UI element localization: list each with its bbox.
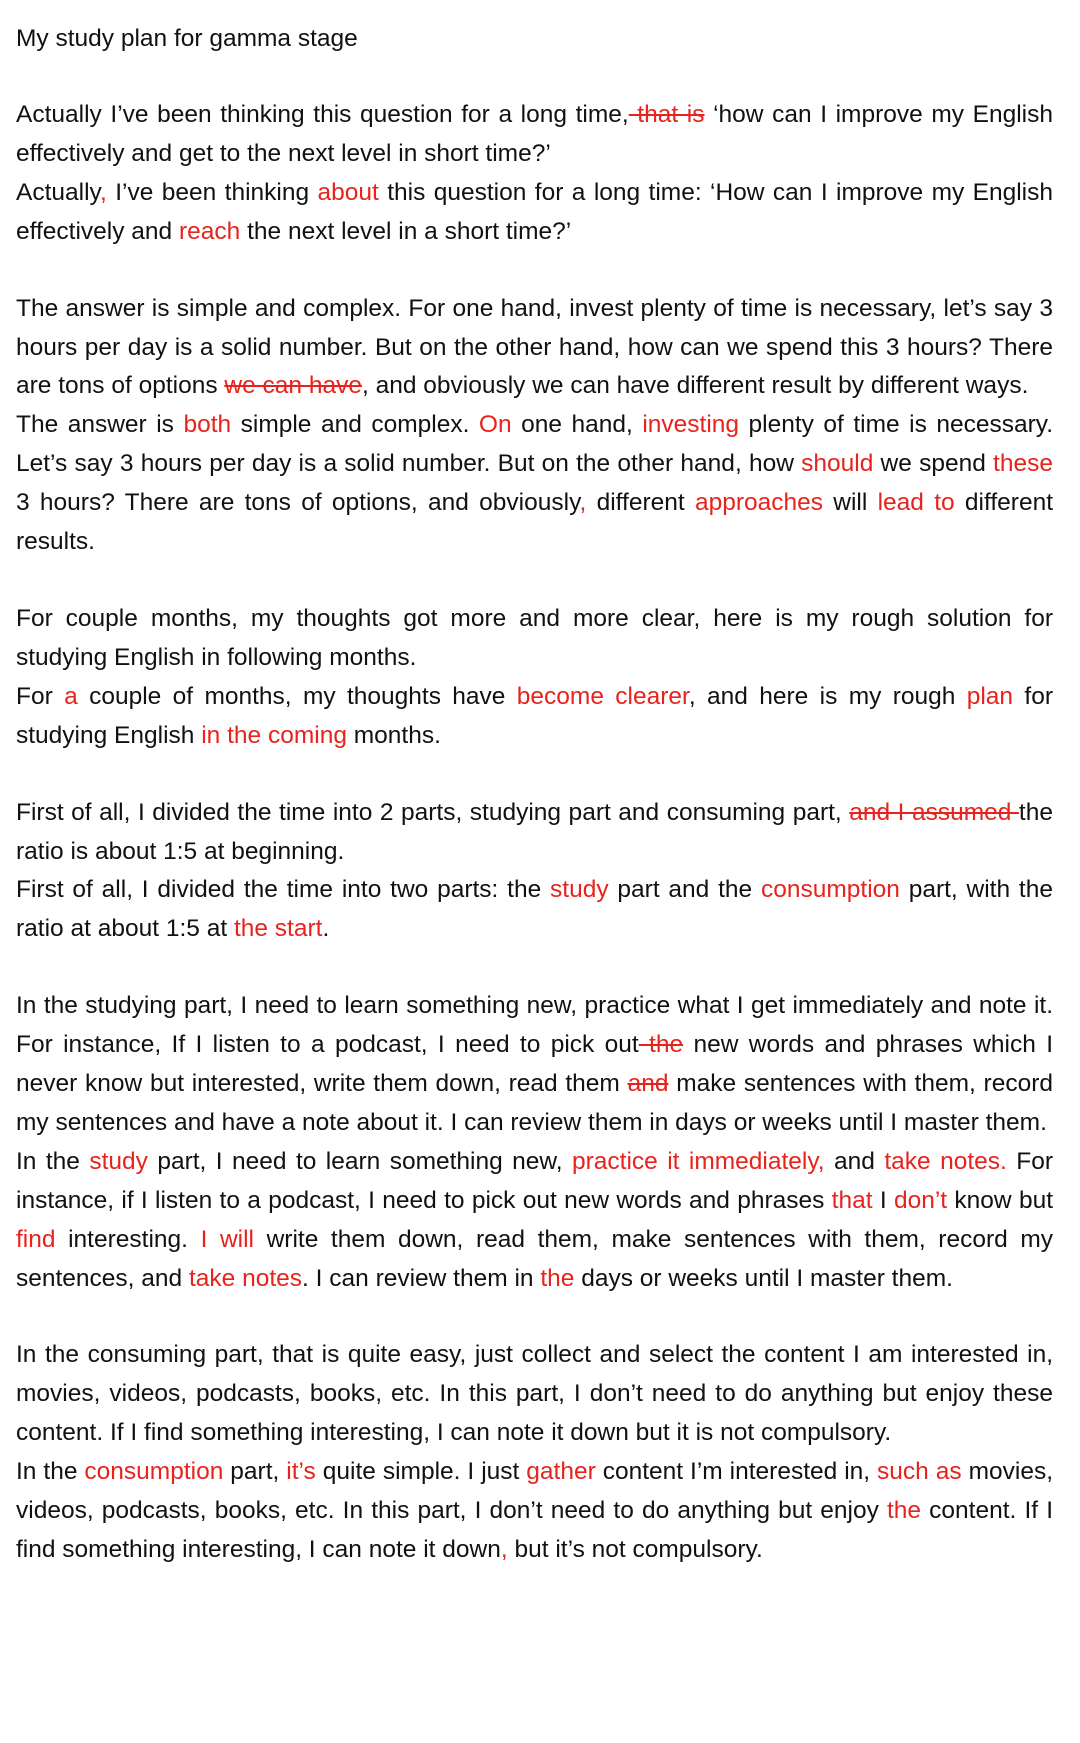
original-paragraph: [16, 987, 1053, 1143]
inserted-text: find: [16, 1225, 56, 1253]
inserted-text: consumption: [760, 876, 900, 904]
text-segment: new words and phrases which I never know but interested, write them down, read them: [16, 1031, 1053, 1098]
inserted-text: ,: [500, 1536, 508, 1563]
text-segment: the ratio is about 1:5 at beginning.: [16, 798, 1053, 865]
text-segment: one hand,: [511, 411, 643, 439]
inserted-text: consumption: [84, 1458, 224, 1486]
revised-paragraph: [16, 871, 1053, 949]
text-segment: For instance, if I listen to a podcast, I need to pick out new words and phrases: [16, 1147, 1053, 1214]
text-segment: part,: [223, 1458, 287, 1486]
text-segment: I: [872, 1186, 894, 1214]
inserted-text: that: [831, 1186, 873, 1214]
inserted-text: I will: [200, 1225, 254, 1253]
text-segment: for studying English: [16, 682, 1053, 749]
original-paragraph: [16, 794, 1053, 872]
deleted-text: we can have: [224, 372, 362, 400]
text-segment: In the studying part, I need to learn something new, practice what I get immediately and note it. For instance, If I listen to a podcast, I need to pick out: [16, 992, 1053, 1059]
revised-paragraph: [16, 1143, 1053, 1299]
deleted-text: the: [638, 1031, 684, 1059]
inserted-text: become clearer: [516, 682, 689, 710]
text-segment: but it’s not compulsory.: [507, 1536, 763, 1563]
revised-paragraph: [16, 1453, 1053, 1570]
document-title: My study plan for gamma stage: [16, 25, 358, 52]
inserted-text: in the coming: [201, 721, 347, 749]
text-segment: part, with the ratio at about 1:5 at: [16, 876, 1053, 943]
text-segment: quite simple. I just: [315, 1458, 527, 1486]
paragraph-pair: [16, 600, 1053, 756]
inserted-text: the: [540, 1264, 575, 1292]
inserted-text: about: [317, 178, 379, 206]
inserted-text: investing: [642, 411, 740, 439]
text-segment: movies, videos, podcasts, books, etc. In this part, I don’t need to do anything but enjoy: [16, 1458, 1054, 1525]
text-segment: write them down, read them, make sentences with them, record my sentences, and: [16, 1225, 1053, 1292]
text-segment: The answer is simple and complex. For one hand, invest plenty of time is necessary, let’s say 3 hours per day is a solid number. But on the other hand, how can we spend this 3 hours? There are tons of options: [16, 294, 1053, 400]
inserted-text: the: [886, 1497, 922, 1525]
paragraph-pair: [16, 987, 1053, 1298]
inserted-text: study: [89, 1147, 148, 1175]
inserted-text: don’t: [893, 1186, 948, 1214]
text-segment: this question for a long time: ‘How can I improve my English effectively and: [16, 178, 1053, 245]
text-segment: 3 hours? There are tons of options, and obviously: [16, 489, 580, 517]
text-segment: interesting.: [55, 1225, 201, 1253]
text-segment: days or weeks until I master them.: [574, 1264, 953, 1292]
text-segment: content I’m interested in,: [595, 1458, 878, 1486]
deleted-text: that is: [628, 101, 705, 128]
deleted-text: and: [627, 1070, 669, 1098]
text-segment: know but: [947, 1186, 1053, 1214]
revised-paragraph: [16, 174, 1053, 252]
text-segment: In the: [16, 1458, 85, 1486]
text-segment: For: [16, 682, 65, 710]
text-segment: First of all, I divided the time into 2 parts, studying part and consuming part,: [16, 798, 850, 826]
inserted-text: ,: [99, 178, 107, 206]
text-segment: I’ve been thinking: [106, 178, 318, 206]
text-segment: and: [824, 1147, 885, 1175]
inserted-text: the start: [233, 915, 323, 943]
text-segment: months.: [346, 721, 441, 749]
text-segment: plenty of time is necessary. Let’s say 3 hours per day is a solid number. But on the other hand, how: [16, 411, 1054, 478]
text-segment: . I can review them in: [302, 1264, 541, 1292]
text-segment: couple of months, my thoughts have: [77, 682, 517, 710]
text-segment: ‘how can I improve my English effectively and get to the next level in short time?’: [16, 101, 1053, 167]
inserted-text: both: [183, 411, 232, 439]
paragraph-pair: [16, 794, 1053, 950]
text-segment: part and the: [608, 876, 761, 904]
revised-paragraph: [16, 678, 1053, 756]
inserted-text: reach: [178, 217, 241, 245]
text-segment: simple and complex.: [231, 411, 479, 439]
inserted-text: approaches: [694, 489, 824, 517]
text-segment: make sentences with them, record my sentences and have a note about it. I can review them in days or weeks until I master them.: [16, 1070, 1053, 1136]
paragraph-pair: [16, 96, 1053, 252]
inserted-text: it’s: [286, 1458, 316, 1486]
text-segment: , and here is my rough: [688, 682, 967, 710]
text-segment: .: [322, 915, 330, 943]
paragraph-pair: [16, 290, 1053, 562]
text-segment: In the consuming part, that is quite easy, just collect and select the content I am interested in, movies, videos, podcasts, books, etc. In this part, I don’t need to do anything but enjoy these content. If I find something interesting, I can note it down but it is not compulsory.: [16, 1341, 1053, 1447]
inserted-text: study: [550, 876, 609, 904]
text-segment: Actually: [16, 178, 100, 206]
text-segment: First of all, I divided the time into two parts: the: [16, 876, 551, 904]
inserted-text: should: [801, 450, 874, 478]
inserted-text: ,: [579, 489, 587, 517]
inserted-text: On: [478, 411, 512, 439]
original-paragraph: [16, 1336, 1053, 1453]
paragraph-pair: [16, 1336, 1053, 1569]
text-segment: , and obviously we can have different result by different ways.: [361, 372, 1029, 400]
text-segment: we spend: [873, 450, 994, 478]
text-segment: In the: [16, 1147, 90, 1175]
original-paragraph: [16, 290, 1053, 407]
deleted-text: and I assumed: [849, 798, 1019, 826]
original-paragraph: [16, 600, 1053, 678]
inserted-text: plan: [966, 682, 1014, 710]
text-segment: For couple months, my thoughts got more and more clear, here is my rough solution for studying English in following months.: [16, 604, 1053, 671]
text-segment: different: [586, 489, 695, 517]
inserted-text: take notes: [188, 1264, 303, 1292]
text-segment: will: [823, 489, 878, 517]
text-segment: Actually I’ve been thinking this question for a long time,: [16, 101, 629, 128]
revised-paragraph: [16, 406, 1053, 562]
inserted-text: practice it immediately,: [572, 1147, 825, 1175]
inserted-text: such as: [877, 1458, 962, 1486]
inserted-text: take notes.: [884, 1147, 1007, 1175]
text-segment: content. If I find something interesting, I can note it down: [16, 1497, 1054, 1563]
text-segment: The answer is: [16, 411, 184, 439]
inserted-text: lead to: [877, 489, 955, 517]
text-segment: the next level in a short time?’: [240, 217, 572, 245]
text-segment: part, I need to learn something new,: [147, 1147, 572, 1175]
inserted-text: a: [64, 682, 78, 710]
text-segment: different results.: [16, 489, 1054, 556]
original-paragraph: [16, 96, 1053, 174]
inserted-text: gather: [526, 1458, 596, 1486]
inserted-text: these: [993, 450, 1053, 478]
